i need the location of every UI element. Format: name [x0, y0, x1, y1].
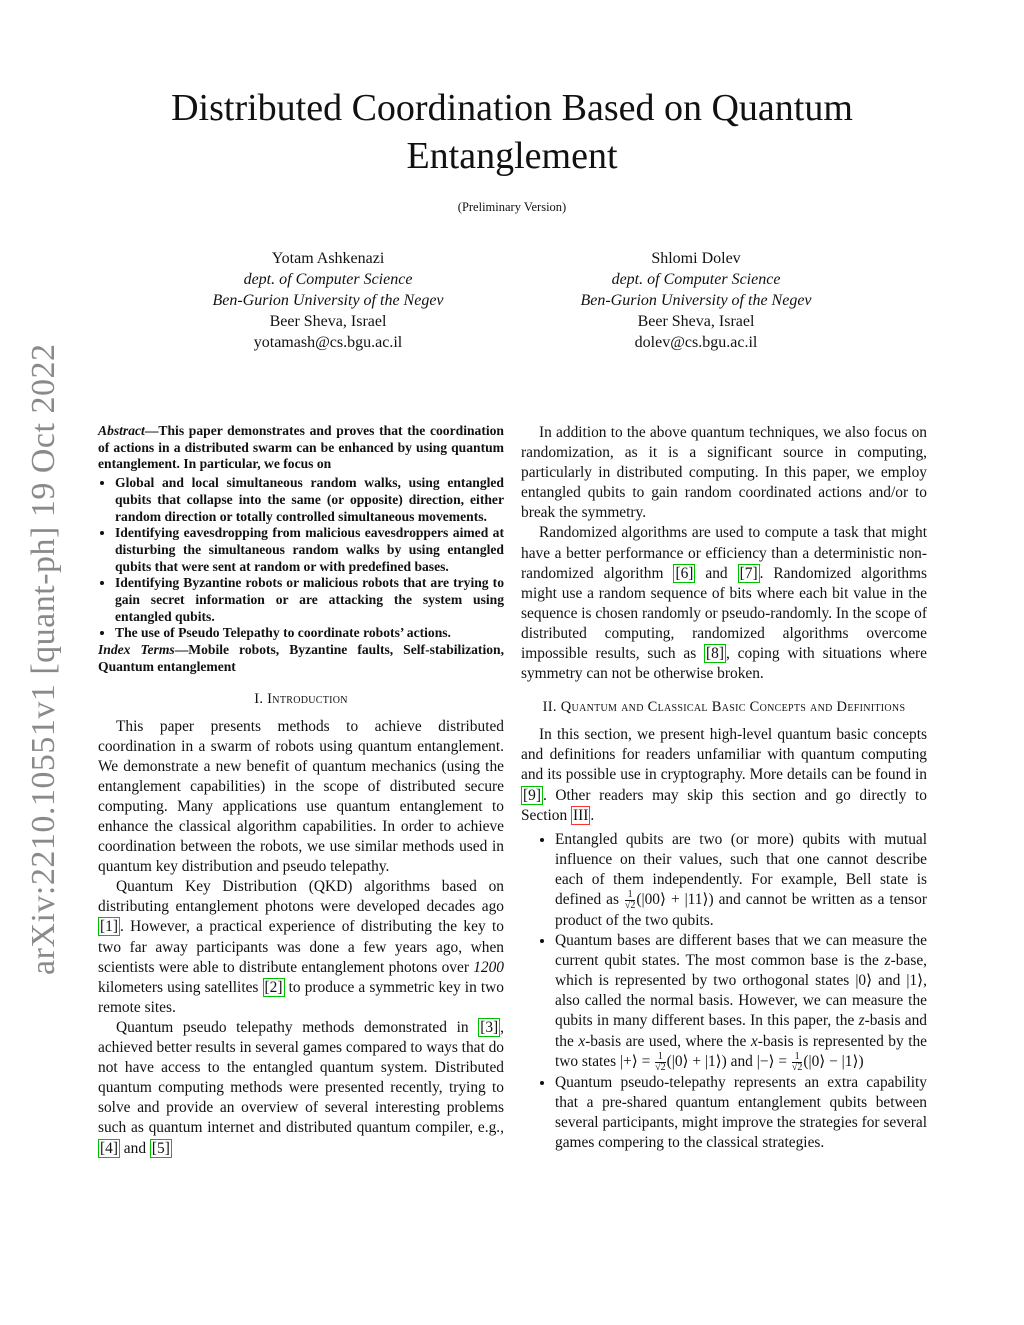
author-name: Shlomi Dolev: [651, 250, 741, 267]
citation-link[interactable]: [7]: [739, 564, 758, 582]
citation-link[interactable]: [6]: [675, 564, 694, 582]
abstract-text: —This paper demonstrates and proves that the coordination of actions in a distributed swarm can be enhanced by using quantum entanglement. In particular, we focus on: [98, 423, 504, 472]
right-column: [521, 423, 927, 1153]
author-university: Ben-Gurion University of the Negev: [580, 292, 812, 309]
author-dept: dept. of Computer Science: [243, 271, 413, 288]
author-location: Beer Sheva, Israel: [637, 313, 755, 330]
abstract-bullets: [98, 475, 504, 642]
right-paragraph-2: Randomized algorithms are used to compute a task that might have a better performance or efficiency than a deterministic non-randomized algorithm [6] and [7] . Randomized algorithms might use a random sequence of bits where each bit value in the sequence is chosen randomly or pseudo-randomly. In the scope of distributed computing, randomized algorithms overcome impossible results, such as [8] , coping with situations where symmetry can not be otherwise broken.: [521, 524, 928, 683]
citation-link[interactable]: [1]: [100, 918, 118, 936]
abstract-label: Abstract: [98, 423, 145, 438]
citation-link[interactable]: [8]: [706, 645, 724, 663]
citation-link[interactable]: [5]: [151, 1139, 170, 1157]
right-paragraph-1: In addition to the above quantum techniques, we also focus on randomization, as it is a significant source in computing, particularly in distributed computing. In this paper, we employ entangled qubits to gain random coordinated actions and/or to break the symmetry.: [521, 424, 927, 522]
abstract: [98, 423, 504, 473]
citation-link[interactable]: [2]: [264, 978, 283, 996]
fraction: $\frac{1}{√2}$: [655, 1050, 666, 1073]
list-item: • Entangled qubits are two (or more) qubits with mutual influence on their values, such that one cannot describe each of them independently. For example, Bell state is defined as $\frac{1}{√2}$ (|00⟩ + |11⟩) and cannot be written as a tensor product of the two qubits.: [555, 830, 927, 931]
fraction: $\frac{1}{√2}$: [791, 1050, 803, 1073]
section-heading-introduction: I. Introduction: [254, 690, 348, 707]
list-item: • Quantum pseudo-telepathy represents an extra capability that a pre-shared quantum entanglement qubits between several participants, might improve the strategies for several games compering to the classical strategies.: [555, 1073, 927, 1153]
left-column: [98, 423, 504, 1159]
section-link[interactable]: III: [573, 806, 589, 824]
list-item: • Identifying eavesdropping from malicious eavesdroppers aimed at disturbing the simultaneous random walks by using entangled qubits that were sent at random or with predefined bases.: [115, 525, 504, 575]
author-email: dolev@cs.bgu.ac.il: [634, 334, 758, 351]
citation-link[interactable]: [3]: [480, 1018, 499, 1036]
author-block-1: [168, 248, 488, 353]
section2-intro-paragraph: In this section, we present high-level quantum basic concepts and definitions for readers unfamiliar with quantum computing and its possible use in cryptography. More details can be found in [9] . Other readers may skip this section and go directly to Section III .: [521, 726, 927, 824]
index-terms: [98, 642, 504, 675]
author-location: Beer Sheva, Israel: [269, 313, 387, 330]
intro-paragraph-1: This paper presents methods to achieve distributed coordination in a swarm of robots using quantum entanglement. We demonstrate a new benefit of quantum mechanics (using the entanglement capabilities) in the scope of distributed secure computing. Many applications use quantum entanglement to enhance the classical algorithm capabilities. In order to achieve coordination between the robots, we use similar methods used in quantum key distribution and pseudo telepathy.: [98, 717, 504, 876]
paper-title: Distributed Coordination Based on Quantum Entanglement: [171, 87, 853, 177]
author-name: Yotam Ashkenazi: [271, 250, 385, 267]
list-item: • Identifying Byzantine robots or malicious robots that are trying to gain secret information or are attacking the system using entangled qubits.: [115, 575, 504, 625]
author-dept: dept. of Computer Science: [611, 271, 781, 288]
index-terms-text: —Mobile robots, Byzantine faults, Self-stabilization, Quantum entanglement: [98, 642, 504, 674]
index-terms-label: Index Terms: [98, 642, 175, 658]
intro-paragraph-3: Quantum pseudo telepathy methods demonstrated in [3] , achieved better results in several games compared to ways that do not have access to the entangled quantum system. Distributed quantum computing methods were presented recently, trying to solve and provide an overview of several interesting problems such as quantum internet and distributed quantum compiler, e.g., [4] and [5]: [98, 1018, 504, 1157]
section-heading-basic-concepts: II. Quantum and Classical Basic Concepts and Definitions: [542, 699, 906, 716]
arxiv-identifier: arXiv:2210.10551v1 [quant-ph] 19 Oct 2022: [25, 343, 62, 975]
citation-link[interactable]: [9]: [523, 786, 541, 804]
list-item: • Global and local simultaneous random walks, using entangled qubits that collapse into the same (or opposite) direction, either random direction or totally controlled simultaneous movements.: [115, 475, 504, 525]
list-item: • Quantum bases are different bases that we can measure the current qubit states. The most common base is the z-base, which is represented by two orthogonal states |0⟩ and |1⟩, also called the normal basis. However, we can measure the qubits in many different bases. In this paper, the z-basis and the x-basis are used, where the x-basis is represented by the two states |+⟩ = $\frac{1}{√2}$ (|0⟩ + |1⟩) and |−⟩ = $\frac{1}{√2}$ (|0⟩ − |1⟩): [555, 931, 927, 1073]
fraction: $\frac{1}{√2}$: [624, 888, 636, 911]
citation-link[interactable]: [4]: [100, 1139, 118, 1157]
intro-paragraph-2: Quantum Key Distribution (QKD) algorithms based on distributing entanglement photons were developed decades ago [1] . However, a practical experience of distributing the key to two far away participants was done a few years ago, when scientists were able to distribute entanglement photons over 1200 kilometers using satellites [2] to produce a symmetric key in two remote sites.: [98, 878, 504, 1016]
list-item: • The use of Pseudo Telepathy to coordinate robots’ actions.: [115, 625, 504, 642]
author-block-2: [536, 248, 856, 353]
paper-subtitle: (Preliminary Version): [457, 200, 567, 214]
author-email: yotamash@cs.bgu.ac.il: [253, 334, 403, 351]
concept-bullets: [521, 830, 927, 1153]
author-university: Ben-Gurion University of the Negev: [212, 292, 444, 309]
